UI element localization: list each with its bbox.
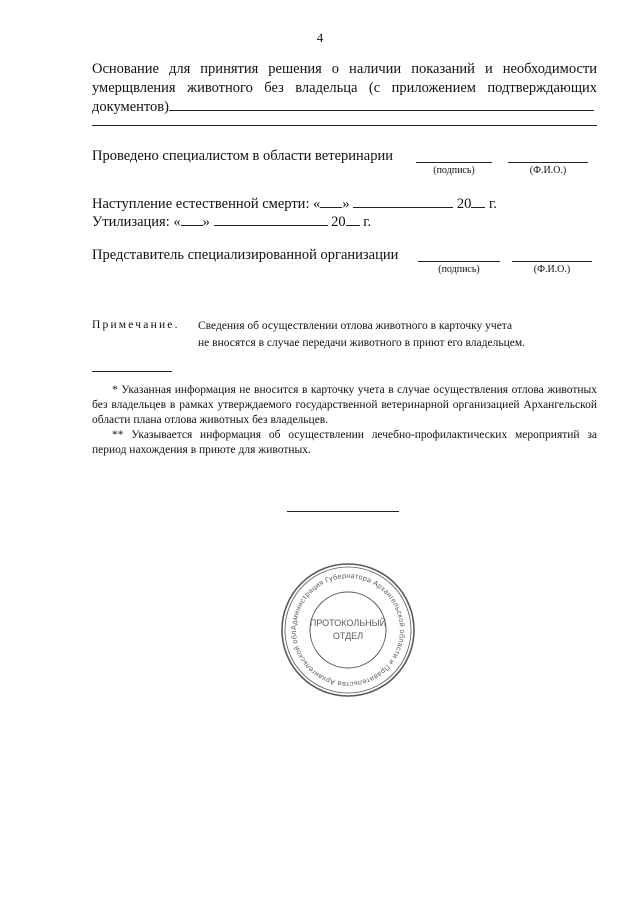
stamp-ring-text: Администрация Губернатора Архангельской области и Правительства Архангельской обл — [288, 570, 408, 690]
stamp-center-line-1: ПРОТОКОЛЬНЫЙ — [309, 618, 387, 628]
stamp-outer-ring — [282, 564, 414, 696]
representative-row — [92, 247, 398, 264]
death-row — [92, 195, 497, 213]
death-label: Наступление естественной смерти: « — [92, 196, 321, 212]
vet-label: Проведено специалистом в области ветеринарии — [92, 148, 394, 164]
death-year-suffix: г. — [488, 196, 497, 212]
basis-text: Основание для принятия решения о наличии показаний и необходимости умерщвления животного без владельца (с приложением подтверждающих документов) — [92, 61, 597, 115]
disposal-year-suffix: г. — [363, 214, 372, 230]
end-separator — [287, 511, 399, 512]
death-year-prefix: 20 — [456, 196, 472, 212]
death-day-blank — [320, 195, 342, 208]
stamp-center-line-2: ОТДЕЛ — [332, 631, 364, 641]
vet-signature-line — [416, 162, 492, 163]
representative-signature-caption: (подпись) — [438, 264, 480, 275]
stamp-center-ring — [310, 592, 386, 668]
disposal-year-prefix: 20 — [331, 214, 346, 230]
disposal-month-blank — [214, 213, 328, 226]
basis-second-line — [92, 125, 597, 126]
disposal-row — [92, 213, 371, 231]
stamp-inner-ring — [285, 567, 411, 693]
basis-paragraph — [92, 60, 597, 117]
note-label: Примечание. — [92, 319, 180, 331]
footnote-separator — [92, 371, 172, 372]
death-quote-close: » — [342, 196, 350, 212]
protocol-department-stamp — [278, 560, 418, 700]
death-month-blank — [353, 195, 453, 208]
representative-name-line — [512, 261, 592, 262]
note-text — [198, 318, 525, 352]
vet-name-line — [508, 162, 588, 163]
vet-name-caption: (Ф.И.О.) — [529, 165, 567, 176]
disposal-quote-close: » — [202, 214, 210, 230]
representative-name-caption: (Ф.И.О.) — [533, 264, 571, 275]
note-line-2: не вносятся в случае передачи животного в приют его владельцем. — [198, 337, 525, 349]
vet-signature-caption: (подпись) — [433, 165, 475, 176]
vet-row — [92, 148, 393, 165]
disposal-year-blank — [346, 213, 360, 226]
footnotes — [92, 383, 597, 458]
disposal-day-blank — [181, 213, 203, 226]
page-number: 4 — [316, 30, 324, 45]
death-year-blank — [471, 195, 485, 208]
disposal-label: Утилизация: « — [92, 214, 181, 230]
representative-signature-line — [418, 261, 500, 262]
note-line-1: Сведения об осуществлении отлова животного в карточку учета — [198, 320, 513, 332]
basis-blank-line — [169, 98, 594, 111]
footnote-1: * Указанная информация не вносится в карточку учета в случае осуществления отлова животных без владельцев в рамках утверждаемого государственной ветеринарной организацией Архангельской области плана отлова животных без владельцев. — [92, 384, 597, 426]
representative-label: Представитель специализированной организации — [92, 247, 399, 263]
footnote-2: ** Указывается информация об осуществлении лечебно-профилактических мероприятий за период нахождения в приюте для животных. — [92, 429, 597, 456]
